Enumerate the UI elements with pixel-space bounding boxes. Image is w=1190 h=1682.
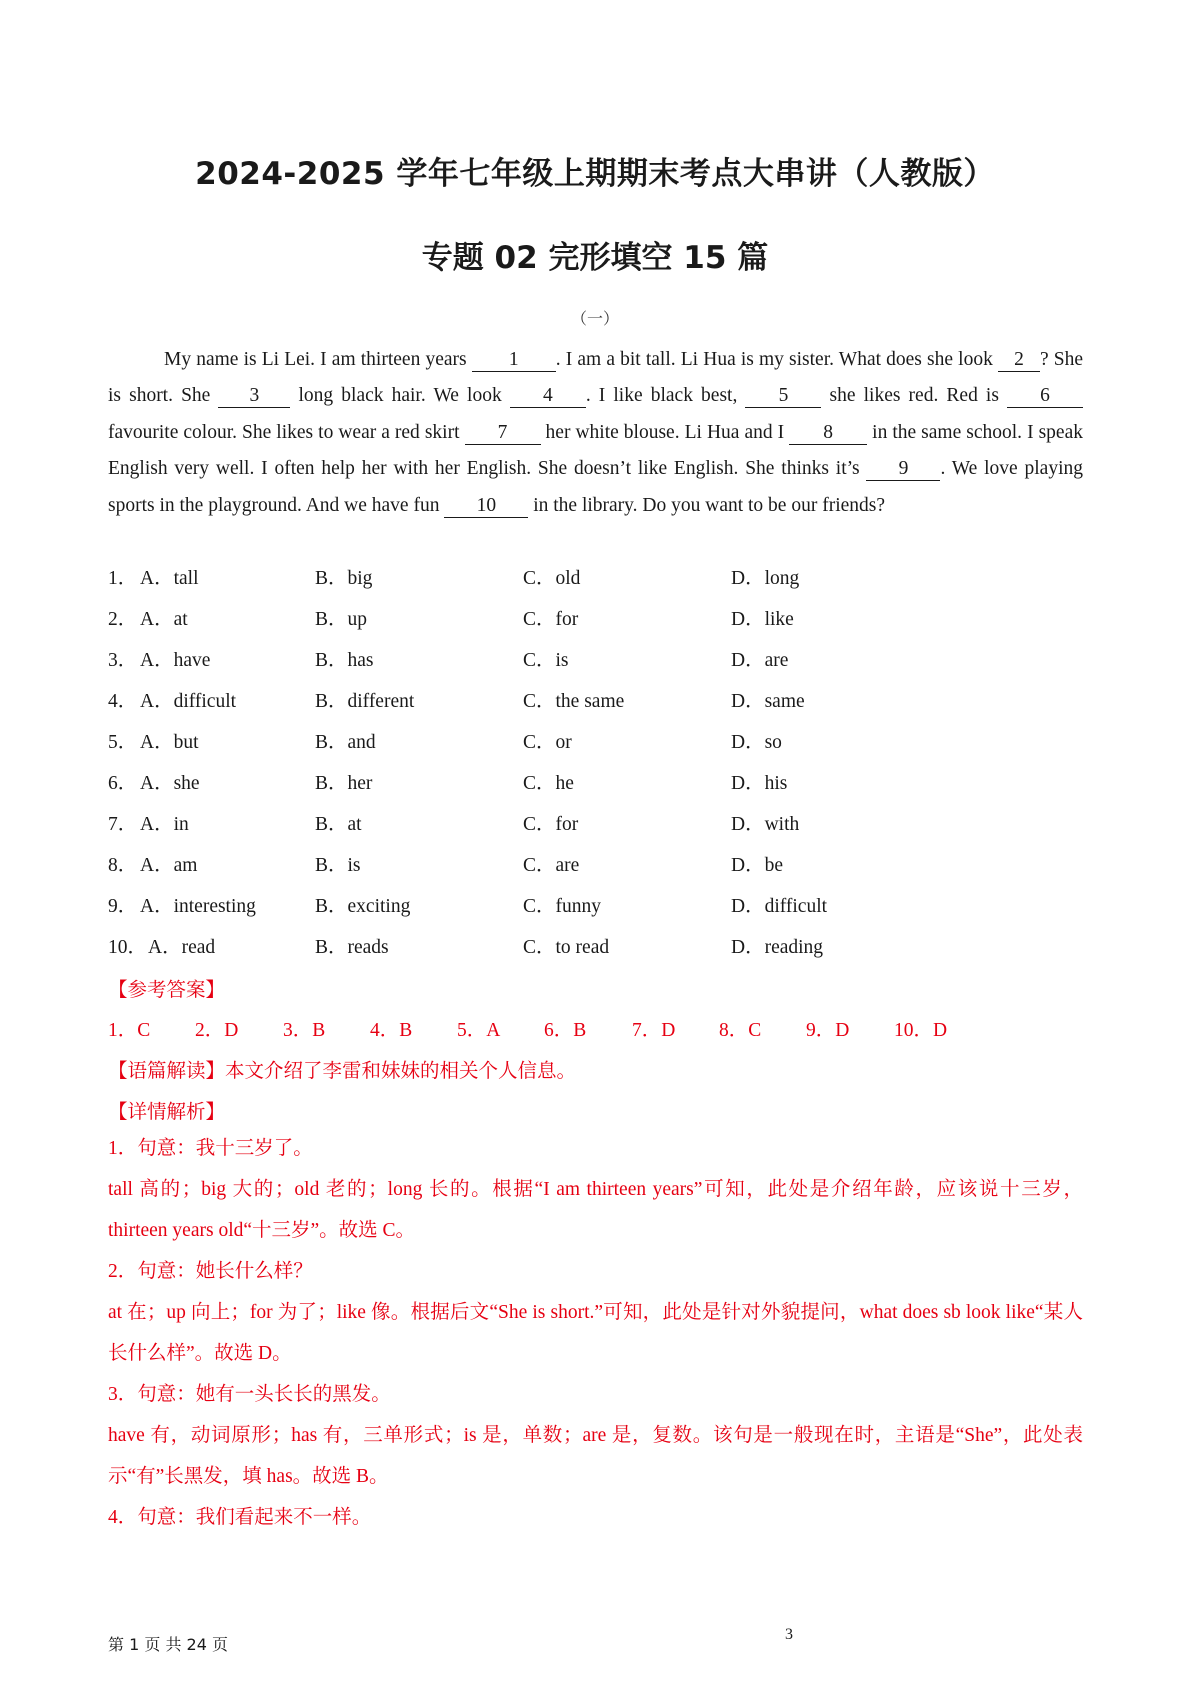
answer-key <box>108 1014 1008 1044</box>
question-number: 8． <box>108 855 138 876</box>
explanation-2-title: 2．句意：她长什么样？ <box>108 1261 313 1282</box>
option-a: A．at <box>140 609 188 630</box>
option-d: D．are <box>731 650 789 671</box>
option-d: D．so <box>731 732 782 753</box>
option-a: A．but <box>140 732 199 753</box>
passage-text: ? She is short. She <box>108 349 1084 407</box>
option-c: C．are <box>523 855 580 876</box>
blank-5: 5 <box>745 385 821 408</box>
option-c: C．old <box>523 568 581 589</box>
blank-3: 3 <box>218 385 290 408</box>
question-number: 4． <box>108 691 138 712</box>
option-c: C．the same <box>523 691 625 712</box>
document-subtitle: 专题 02 完形填空 15 篇 <box>421 240 769 276</box>
option-a: A．difficult <box>140 691 237 712</box>
option-d: D．reading <box>731 937 824 958</box>
option-a: A．read <box>148 937 216 958</box>
option-c: C．or <box>523 732 572 753</box>
passage-text: she likes red. Red is <box>821 385 1008 407</box>
answer-item: 3．B <box>283 1020 326 1041</box>
explanation-4-title: 4．句意：我们看起来不一样。 <box>108 1507 372 1528</box>
passage-text: My name is Li Lei. I am thirteen years <box>164 349 472 370</box>
blank-1: 1 <box>472 349 556 372</box>
question-number: 10． <box>108 937 148 958</box>
passage-text: favourite colour. She likes to wear a red skirt <box>108 421 465 443</box>
passage-text: in the same school. I speak English very well. I often help her with her English. She doesn’t like English. She thinks it’s <box>108 421 1083 480</box>
explanation-3-title: 3．句意：她有一头长长的黑发。 <box>108 1384 391 1405</box>
answer-item: 4．B <box>370 1020 413 1041</box>
option-b: B．up <box>315 609 368 630</box>
blank-2: 2 <box>998 349 1040 372</box>
option-d: D．like <box>731 609 794 630</box>
question-row <box>108 644 1008 685</box>
question-number: 7． <box>108 814 138 835</box>
blank-10: 10 <box>444 495 528 518</box>
answer-item: 6．B <box>544 1020 587 1041</box>
option-b: B．is <box>315 855 361 876</box>
option-a: A．am <box>140 855 198 876</box>
question-row <box>108 808 1008 849</box>
explanation-3-body: have 有，动词原形；has 有，三单形式；is 是，单数；are 是，复数。该句是一般现在时，主语是“She”，此处表示“有”长黑发，填 has。故选 B。 <box>108 1425 1083 1487</box>
question-row <box>108 931 1008 972</box>
option-c: C．for <box>523 609 579 630</box>
page-number: 3 <box>785 1626 793 1643</box>
option-a: A．interesting <box>140 896 256 917</box>
blank-8: 8 <box>789 422 867 445</box>
passage-summary: 【语篇解读】本文介绍了李雷和妹妹的相关个人信息。 <box>108 1061 577 1082</box>
option-d: D．same <box>731 691 805 712</box>
question-number: 5． <box>108 732 138 753</box>
option-b: B．and <box>315 732 376 753</box>
question-row <box>108 685 1008 726</box>
option-d: D．with <box>731 814 800 835</box>
question-number: 1． <box>108 568 138 589</box>
detail-heading: 【详情解析】 <box>108 1102 226 1123</box>
blank-4: 4 <box>510 385 586 408</box>
question-number: 6． <box>108 773 138 794</box>
passage-text: long black hair. We look <box>290 385 510 407</box>
explanation-1-body: tall 高的；big 大的；old 老的；long 长的。根据“I am thirteen years”可知，此处是介绍年龄，应该说十三岁，thirteen years old“十三岁”。故选 C。 <box>108 1179 1083 1241</box>
blank-9: 9 <box>866 458 940 481</box>
question-row <box>108 767 1008 808</box>
option-b: B．has <box>315 650 374 671</box>
cloze-passage <box>108 342 1083 524</box>
option-c: C．funny <box>523 896 602 917</box>
option-d: D．long <box>731 568 800 589</box>
section-number: （一） <box>570 311 619 328</box>
page-indicator: 第 1 页 共 24 页 <box>108 1635 228 1654</box>
option-c: C．for <box>523 814 579 835</box>
question-row <box>108 849 1008 890</box>
question-row <box>108 726 1008 767</box>
question-row <box>108 562 1008 603</box>
option-a: A．in <box>140 814 189 835</box>
option-b: B．different <box>315 691 415 712</box>
question-number: 2． <box>108 609 138 630</box>
explanation-1-title: 1．句意：我十三岁了。 <box>108 1138 313 1159</box>
question-row <box>108 603 1008 644</box>
option-b: B．exciting <box>315 896 411 917</box>
answer-item: 7．D <box>632 1020 676 1041</box>
option-b: B．her <box>315 773 373 794</box>
document-title: 2024-2025 学年七年级上期期末考点大串讲（人教版） <box>195 156 995 192</box>
blank-6: 6 <box>1007 385 1083 408</box>
explanation-2-body: at 在；up 向上；for 为了；like 像。根据后文“She is short.”可知，此处是针对外貌提问，what does sb look like“某人长什么样”。故选 D。 <box>108 1302 1083 1364</box>
option-d: D．difficult <box>731 896 828 917</box>
options-list <box>108 562 1008 972</box>
question-row <box>108 890 1008 931</box>
option-a: A．tall <box>140 568 199 589</box>
answer-heading: 【参考答案】 <box>108 980 226 1001</box>
passage-text: . I like black best, <box>585 385 746 407</box>
answer-item: 2．D <box>195 1020 239 1041</box>
passage-text: in the library. Do you want to be our friends? <box>528 494 886 516</box>
option-c: C．is <box>523 650 569 671</box>
option-d: D．his <box>731 773 788 794</box>
passage-text: . We love playing sports in the playground. And we have fun <box>108 458 1083 516</box>
option-b: B．at <box>315 814 362 835</box>
passage-text: her white blouse. Li Hua and I <box>540 421 790 443</box>
option-a: A．have <box>140 650 211 671</box>
answer-item: 1．C <box>108 1020 151 1041</box>
question-number: 9． <box>108 896 138 917</box>
question-number: 3． <box>108 650 138 671</box>
blank-7: 7 <box>465 422 541 445</box>
answer-item: 9．D <box>806 1020 850 1041</box>
option-a: A．she <box>140 773 200 794</box>
passage-text: . I am a bit tall. Li Hua is my sister. What does she look <box>555 349 998 370</box>
option-b: B．reads <box>315 937 389 958</box>
option-d: D．be <box>731 855 783 876</box>
option-c: C．he <box>523 773 574 794</box>
answer-item: 8．C <box>719 1020 762 1041</box>
answer-item: 10．D <box>894 1020 948 1041</box>
option-c: C．to read <box>523 937 610 958</box>
option-b: B．big <box>315 568 373 589</box>
answer-item: 5．A <box>457 1020 501 1041</box>
